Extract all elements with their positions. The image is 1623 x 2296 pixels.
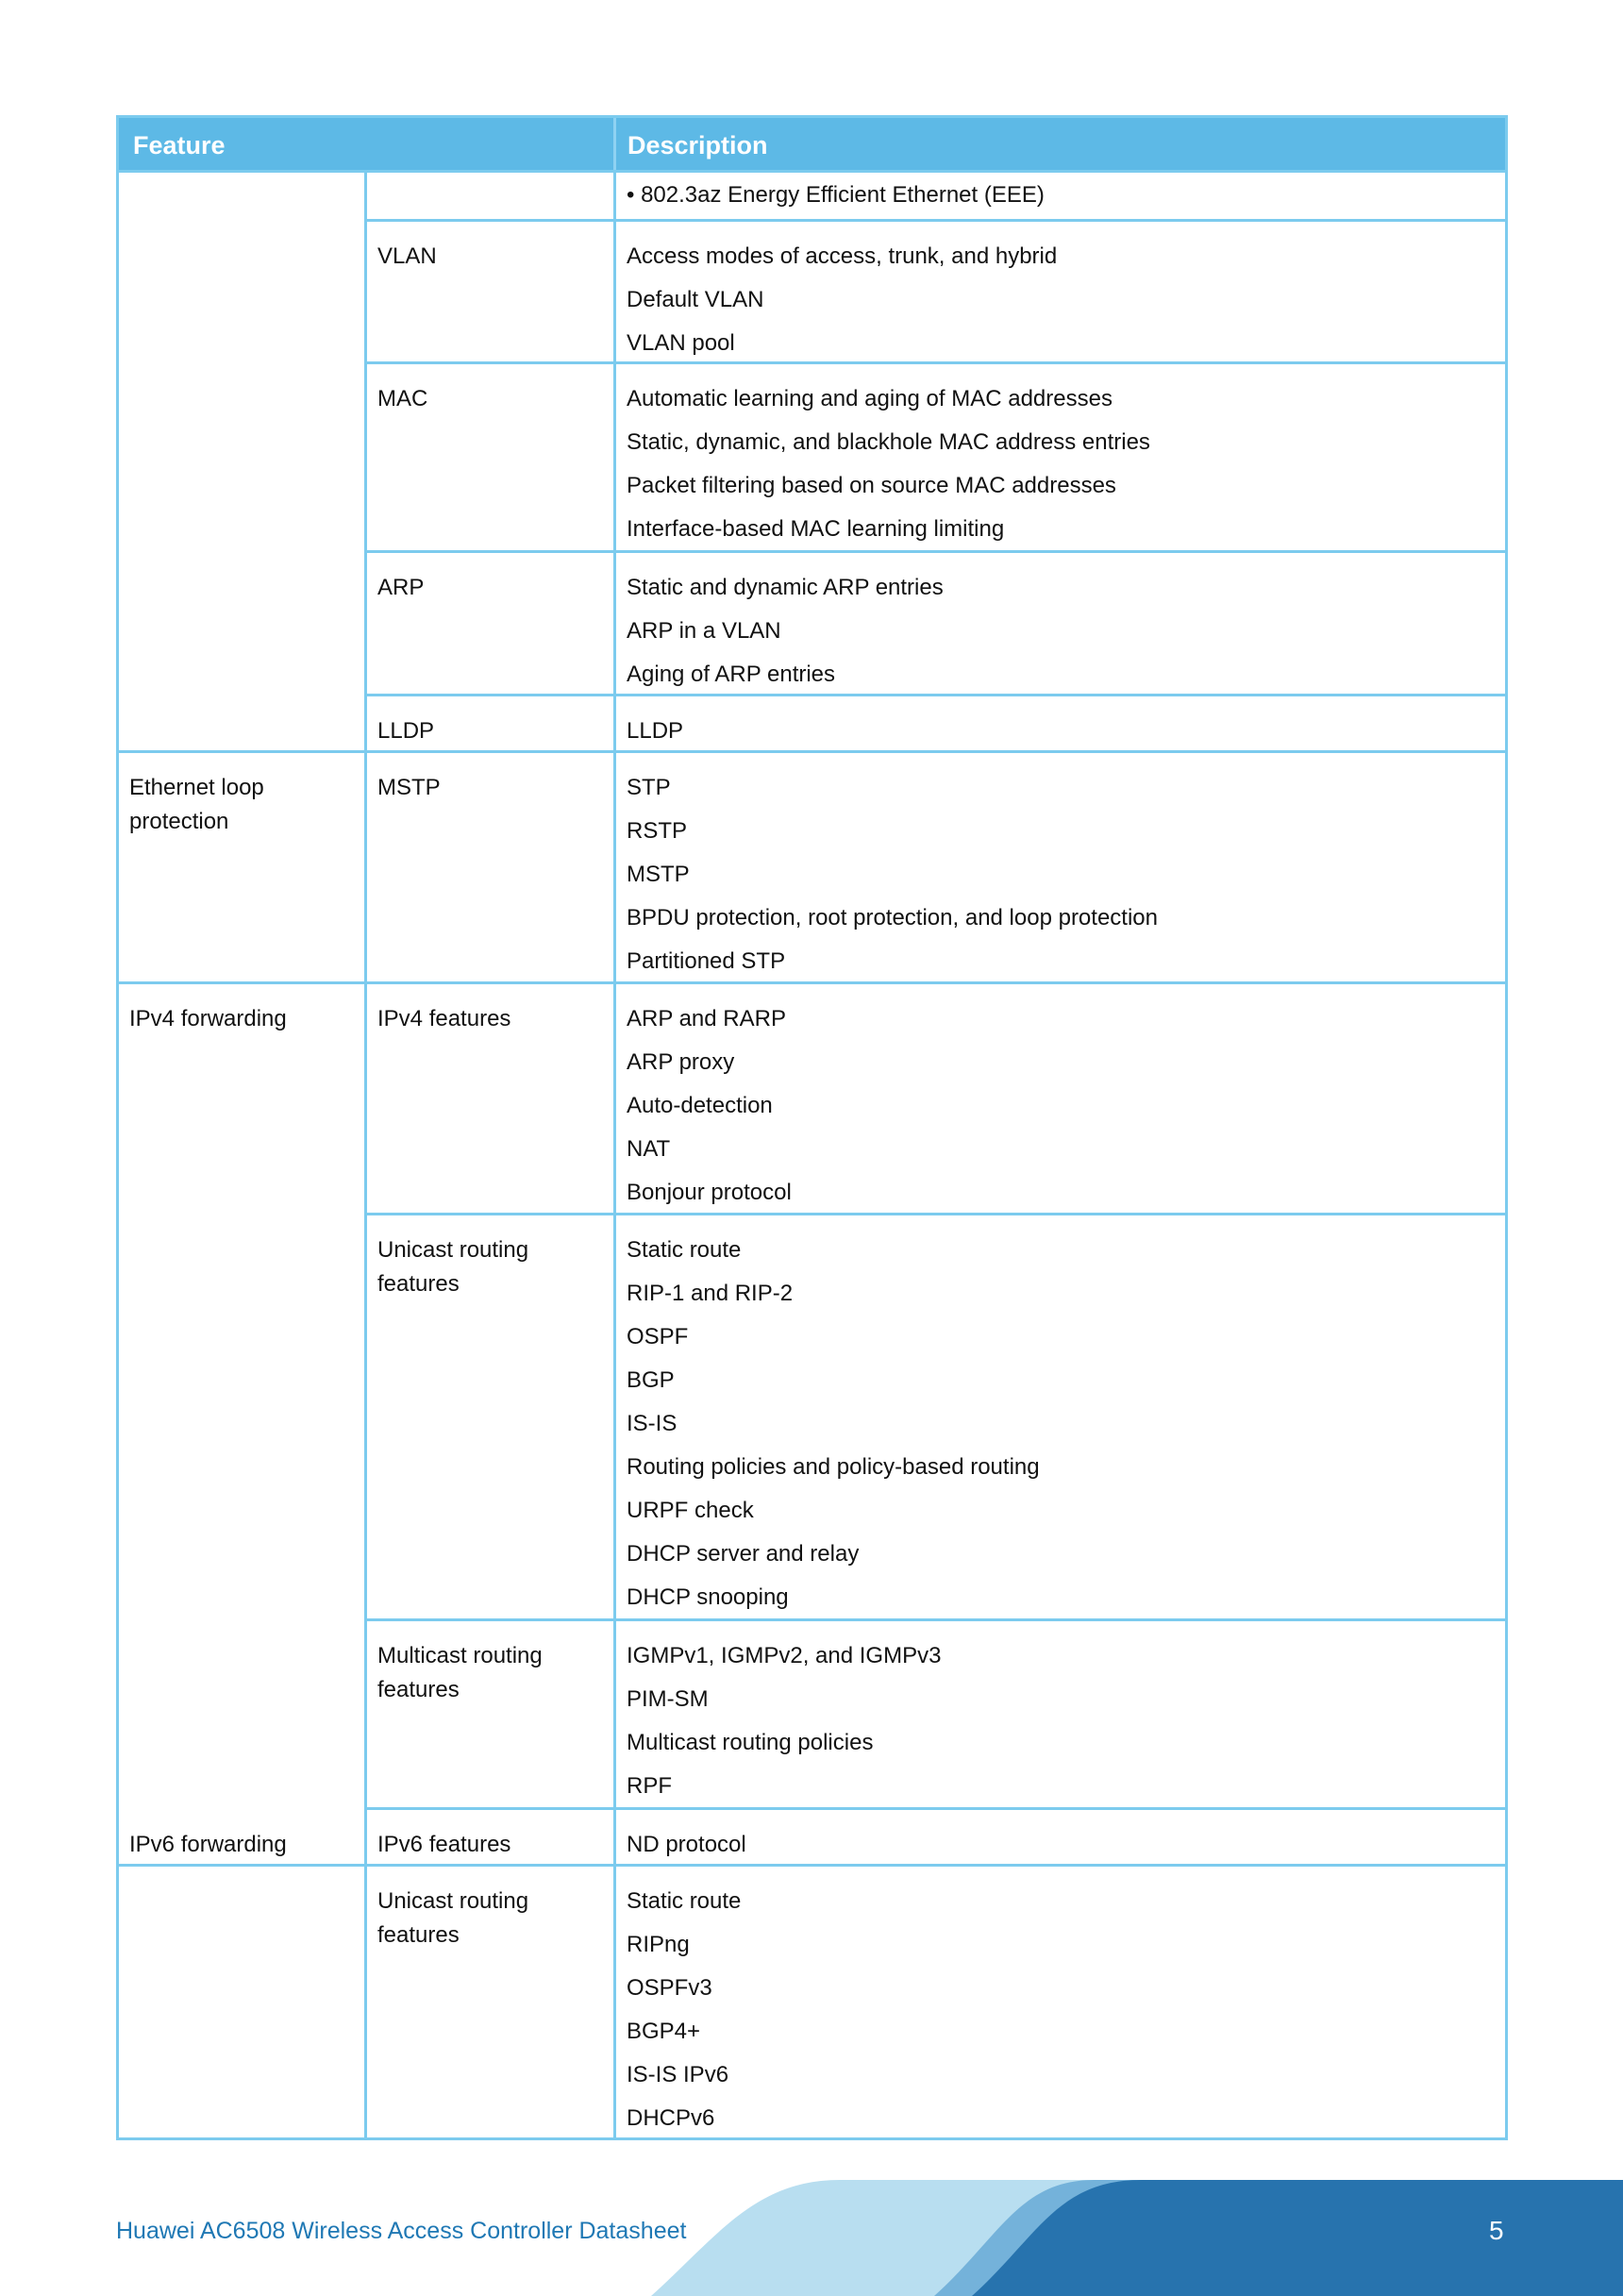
description-item: • 802.3az Energy Efficient Ethernet (EEE)	[627, 182, 1045, 208]
table-row	[116, 981, 1508, 1213]
sub-feature-cell	[377, 1885, 528, 1952]
description-item: IS-IS	[627, 1411, 678, 1436]
sub-feature-label-line: features	[377, 1271, 460, 1297]
sub-feature-cell: IPv4 features	[377, 1006, 511, 1031]
table-row	[116, 219, 1508, 361]
sub-feature-cell: MAC	[377, 386, 428, 411]
description-cell	[627, 240, 1057, 370]
sub-feature-label-line: Unicast routing	[377, 1888, 529, 1914]
description-item: BGP4+	[627, 2019, 701, 2044]
description-item: MSTP	[627, 862, 690, 887]
description-item: Aging of ARP entries	[627, 662, 836, 687]
description-item: Automatic learning and aging of MAC addresses	[627, 386, 1113, 411]
sub-feature-cell: LLDP	[377, 718, 435, 744]
description-item: RPF	[627, 1773, 672, 1799]
description-item: Static, dynamic, and blackhole MAC address entries	[627, 429, 1150, 455]
sub-feature-label-line: features	[377, 1677, 460, 1702]
description-item: Partitioned STP	[627, 948, 786, 974]
header-feature: Feature	[133, 131, 226, 159]
table-row	[116, 173, 1508, 219]
table-row	[116, 1807, 1508, 1864]
sub-feature-cell	[377, 1233, 528, 1301]
sub-feature-cell: ARP	[377, 575, 425, 600]
feature-group-label-line: protection	[129, 809, 229, 834]
page-number: 5	[1489, 2216, 1504, 2245]
feature-group-cell: IPv6 forwarding	[129, 1832, 287, 1857]
sub-feature-label-line: Multicast routing	[377, 1643, 543, 1668]
description-item: ND protocol	[627, 1832, 746, 1857]
description-item: Routing policies and policy-based routing	[627, 1454, 1040, 1480]
description-item: DHCP server and relay	[627, 1541, 860, 1567]
table-row	[116, 694, 1508, 750]
footer-document-title: Huawei AC6508 Wireless Access Controller Datasheet	[116, 2218, 687, 2244]
table-row	[116, 1213, 1508, 1618]
description-item: OSPF	[627, 1324, 689, 1349]
description-item: Packet filtering based on source MAC addresses	[627, 473, 1116, 498]
table-row	[116, 750, 1508, 981]
header-description: Description	[627, 131, 768, 159]
description-item: ARP and RARP	[627, 1006, 786, 1031]
description-item: Static route	[627, 1237, 742, 1263]
description-item: RIPng	[627, 1932, 690, 1957]
feature-group-cell	[129, 771, 264, 839]
description-cell	[627, 1002, 792, 1219]
table-row	[116, 550, 1508, 694]
description-item: DHCP snooping	[627, 1584, 789, 1610]
description-cell	[627, 571, 944, 701]
description-item: LLDP	[627, 718, 684, 744]
description-item: Interface-based MAC learning limiting	[627, 516, 1005, 542]
sub-feature-cell: MSTP	[377, 775, 441, 800]
description-cell	[627, 1885, 741, 2145]
feature-group-label-line: Ethernet loop	[129, 775, 264, 800]
description-cell	[627, 771, 1158, 988]
description-item: Default VLAN	[627, 287, 764, 312]
sub-feature-label-line: features	[377, 1922, 460, 1948]
description-item: IS-IS IPv6	[627, 2062, 729, 2087]
table-row	[116, 1618, 1508, 1807]
description-item: OSPFv3	[627, 1975, 712, 2001]
description-item: STP	[627, 775, 671, 800]
description-item: BGP	[627, 1367, 675, 1393]
sub-feature-cell: VLAN	[377, 243, 437, 269]
table-row	[116, 361, 1508, 550]
header-divider	[613, 118, 616, 170]
description-item: URPF check	[627, 1498, 754, 1523]
description-item: ARP proxy	[627, 1049, 735, 1075]
description-item: Bonjour protocol	[627, 1180, 792, 1205]
table-row	[116, 1864, 1508, 2137]
table-header	[116, 115, 1508, 173]
description-item: ARP in a VLAN	[627, 618, 781, 644]
description-item: DHCPv6	[627, 2105, 715, 2131]
description-cell	[627, 1639, 941, 1813]
sub-feature-label-line: Unicast routing	[377, 1237, 529, 1263]
description-item: BPDU protection, root protection, and loop protection	[627, 905, 1158, 930]
description-item: RSTP	[627, 818, 688, 844]
description-item: Static and dynamic ARP entries	[627, 575, 944, 600]
description-item: PIM-SM	[627, 1686, 709, 1712]
description-item: IGMPv1, IGMPv2, and IGMPv3	[627, 1643, 942, 1668]
description-cell	[627, 178, 1045, 222]
description-item: Multicast routing policies	[627, 1730, 874, 1755]
description-item: Access modes of access, trunk, and hybrid	[627, 243, 1058, 269]
sub-feature-cell: IPv6 features	[377, 1832, 511, 1857]
group-divider	[116, 2137, 1508, 2140]
description-item: RIP-1 and RIP-2	[627, 1281, 794, 1306]
description-item: Auto-detection	[627, 1093, 773, 1118]
feature-group-cell: IPv4 forwarding	[129, 1006, 287, 1031]
description-item: NAT	[627, 1136, 671, 1162]
description-cell	[627, 382, 1150, 556]
description-cell	[627, 1233, 1040, 1624]
sub-feature-cell	[377, 1639, 543, 1707]
description-item: VLAN pool	[627, 330, 735, 356]
description-item: Static route	[627, 1888, 742, 1914]
